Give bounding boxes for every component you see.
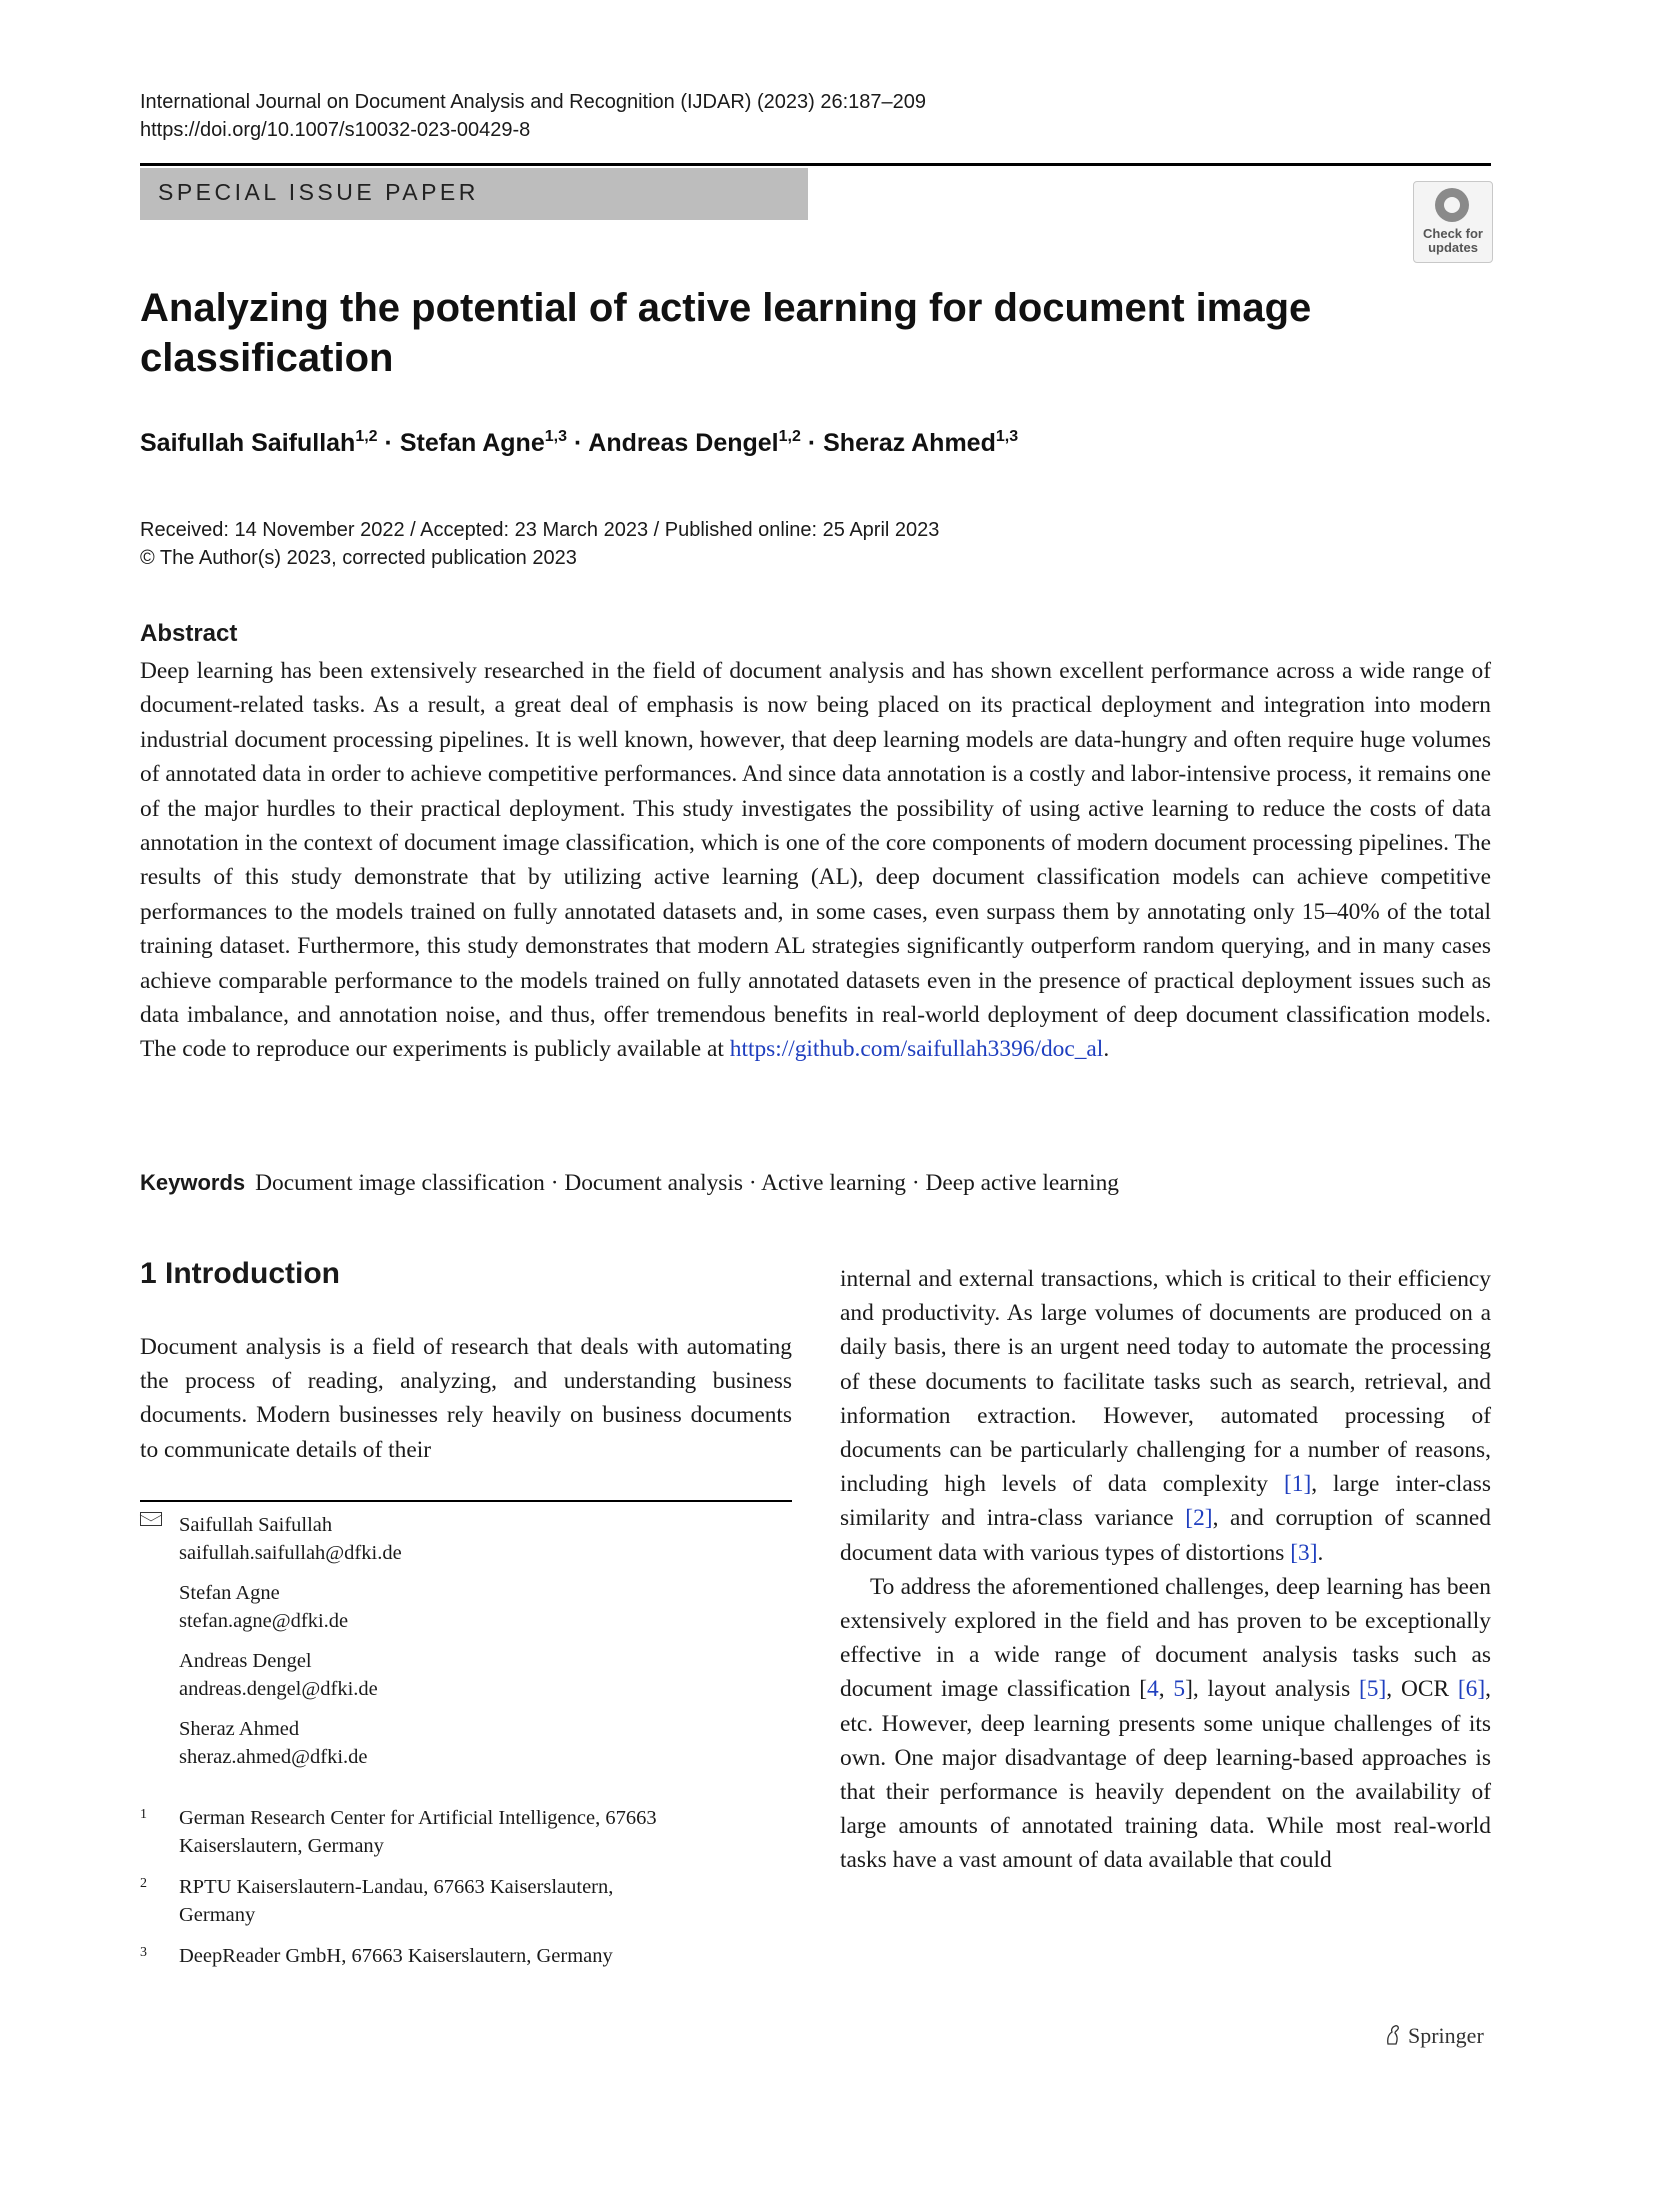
contact-name: Stefan Agne: [179, 1582, 280, 1604]
intro-paragraph-1: Document analysis is a field of research that deals with automating the process of reading, analyzing, and understanding business documents. Modern businesses rely heavily on business documents to communicate details of their: [140, 1334, 792, 1463]
author-affil-sup: 1,2: [778, 428, 801, 445]
code-repository-link[interactable]: https://github.com/saifullah3396/doc_al: [729, 1036, 1104, 1063]
contact-entry: [140, 1648, 840, 1703]
intro-paragraph-1-cont: [840, 1262, 1491, 1570]
citation-link-5b[interactable]: [5]: [1359, 1676, 1387, 1703]
paragraph-text: , etc. However, deep learning presents some unique challenges of its own. One major disadvantage of deep learning-based approaches is that their performance is heavily dependent on the availability of large amounts of annotated training data. While most real-world tasks have a vast amount of data available that could: [840, 1676, 1492, 1874]
affiliation-line: RPTU Kaiserslautern-Landau, 67663 Kaiserslautern,: [179, 1876, 614, 1898]
publisher-logo: [1384, 2023, 1484, 2049]
contact-name: Andreas Dengel: [179, 1650, 312, 1672]
keywords-label: Keywords: [140, 1170, 246, 1195]
contact-email[interactable]: saifullah.saifullah@dfki.de: [179, 1541, 402, 1564]
citation-link-6[interactable]: [6]: [1457, 1676, 1486, 1703]
springer-horse-icon: [1384, 2024, 1402, 2046]
affiliation-number: 3: [140, 1945, 147, 1960]
author-separator: ·: [384, 429, 393, 457]
abstract-text: Deep learning has been extensively researched in the field of document analysis and has shown excellent performance across a wide range of document-related tasks. As a result, a great deal of emphasis is now being placed on its practical deployment and integration into modern industrial document processing pipelines. It is well known, however, that deep learning models are data-hungry and often require huge volumes of annotated data in order to achieve competitive performances. And since data annotation is a costly and labor-intensive process, it remains one of the major hurdles to their practical deployment. This study investigates the possibility of using active learning to reduce the costs of data annotation in the context of document image classification, which is one of the core components of modern document processing pipelines. The results of this study demonstrate that by utilizing active learning (AL), deep document classification models can achieve competitive performances to the models trained on fully annotated datasets and, in some cases, even surpass them by annotating only 15–40% of the total training dataset. Furthermore, this study demonstrates that modern AL strategies significantly outperform random querying, and in many cases achieve comparable performance to the models trained on fully annotated datasets even in the presence of practical deployment issues such as data imbalance, and annotation noise, and thus, offer tremendous benefits in real-world deployment of deep document classification models. The code to reproduce our experiments is publicly available at: [140, 658, 1491, 1063]
abstract-end: .: [1103, 1036, 1110, 1063]
author-separator: ·: [807, 429, 817, 457]
author-list: [140, 428, 1018, 458]
paragraph-text: To address the aforementioned challenges, deep learning has been extensively explored in the field and has proven to be exceptionally effective in a wide range of document analysis tasks such as document image classification [: [840, 1573, 1491, 1703]
check-badge-line1: Check for: [1423, 226, 1483, 241]
author-name: Andreas Dengel: [588, 429, 779, 457]
author-affil-sup: 1,3: [544, 428, 567, 445]
contact-list: [140, 1512, 840, 1784]
contact-entry: [140, 1512, 840, 1567]
abstract-body: [140, 654, 1491, 1067]
citation-link-5[interactable]: 5: [1173, 1676, 1186, 1703]
footnote-rule: [140, 1500, 792, 1502]
paragraph-text: , OCR: [1386, 1676, 1458, 1703]
contact-email[interactable]: andreas.dengel@dfki.de: [179, 1677, 378, 1700]
left-column-text: [140, 1330, 792, 1467]
paragraph-text: , large inter-class similarity and intra-class variance: [840, 1471, 1491, 1532]
citation-link-2[interactable]: [2]: [1185, 1505, 1213, 1532]
abstract-heading: Abstract: [140, 620, 238, 647]
contact-email[interactable]: stefan.agne@dfki.de: [179, 1609, 349, 1632]
affiliation-entry: [140, 1874, 840, 1929]
right-column-text: [840, 1262, 1491, 1878]
section-label: SPECIAL ISSUE PAPER: [158, 179, 479, 205]
author-name: Sheraz Ahmed: [823, 429, 996, 457]
author-name: Stefan Agne: [399, 429, 545, 457]
check-updates-icon: [1435, 188, 1469, 222]
journal-citation: International Journal on Document Analysis and Recognition (IJDAR) (2023) 26:187–209: [140, 91, 927, 113]
envelope-icon: [140, 1512, 162, 1526]
citation-link-1[interactable]: [1]: [1283, 1471, 1312, 1498]
affiliation-entry: [140, 1805, 840, 1860]
affiliation-list: [140, 1805, 840, 1985]
paragraph-text: , and corruption of scanned document data with various types of distortions: [840, 1505, 1491, 1566]
publication-dates: [140, 516, 939, 572]
paragraph-text: .: [1317, 1539, 1324, 1566]
affiliation-line: German Research Center for Artificial Intelligence, 67663: [179, 1807, 657, 1829]
check-badge-line2: updates: [1428, 240, 1478, 255]
affiliation-line: Kaiserslautern, Germany: [179, 1834, 384, 1857]
affiliation-entry: [140, 1943, 840, 1971]
header-rule: [140, 163, 1491, 166]
citation-link-3[interactable]: [3]: [1290, 1539, 1318, 1566]
author-affil-sup: 1,2: [355, 428, 378, 445]
check-for-updates-badge[interactable]: [1413, 181, 1493, 263]
author-affil-sup: 1,3: [995, 428, 1019, 445]
intro-paragraph-2: [840, 1570, 1491, 1878]
paper-title: Analyzing the potential of active learning for document image classification: [140, 286, 1312, 380]
keywords-list: Document image classification · Document analysis · Active learning · Deep active learning: [255, 1170, 1119, 1196]
journal-header: [140, 88, 926, 144]
citation-separator: ,: [1158, 1676, 1174, 1703]
paragraph-text: internal and external transactions, which is critical to their efficiency and productivity. As large volumes of documents are produced on a daily basis, there is an urgent need today to automate the processing of these documents to facilitate tasks such as search, retrieval, and information extraction. However, automated processing of documents can be particularly challenging for a number of reasons, including high levels of data complexity: [840, 1266, 1491, 1498]
contact-email[interactable]: sheraz.ahmed@dfki.de: [179, 1745, 368, 1768]
received-accepted-published: Received: 14 November 2022 / Accepted: 23 March 2023 / Published online: 25 April 2023: [140, 519, 940, 541]
affiliation-line: Germany: [179, 1903, 256, 1926]
author-separator: ·: [573, 429, 583, 457]
section-heading-introduction: 1 Introduction: [140, 1257, 340, 1290]
affiliation-line: DeepReader GmbH, 67663 Kaiserslautern, Germany: [179, 1945, 613, 1967]
contact-entry: [140, 1716, 840, 1771]
author-name: Saifullah Saifullah: [140, 429, 356, 457]
affiliation-number: 2: [140, 1876, 147, 1891]
contact-name: Sheraz Ahmed: [179, 1718, 300, 1740]
publisher-name: Springer: [1408, 2023, 1484, 2048]
contact-entry: [140, 1580, 840, 1635]
keywords: [140, 1166, 1491, 1200]
paragraph-text: ], layout analysis: [1185, 1676, 1360, 1703]
affiliation-number: 1: [140, 1807, 147, 1822]
doi-link[interactable]: https://doi.org/10.1007/s10032-023-00429-8: [140, 119, 531, 141]
copyright-line: © The Author(s) 2023, corrected publication 2023: [140, 547, 577, 569]
citation-link-4[interactable]: 4: [1147, 1676, 1159, 1703]
contact-name: Saifullah Saifullah: [179, 1514, 333, 1536]
